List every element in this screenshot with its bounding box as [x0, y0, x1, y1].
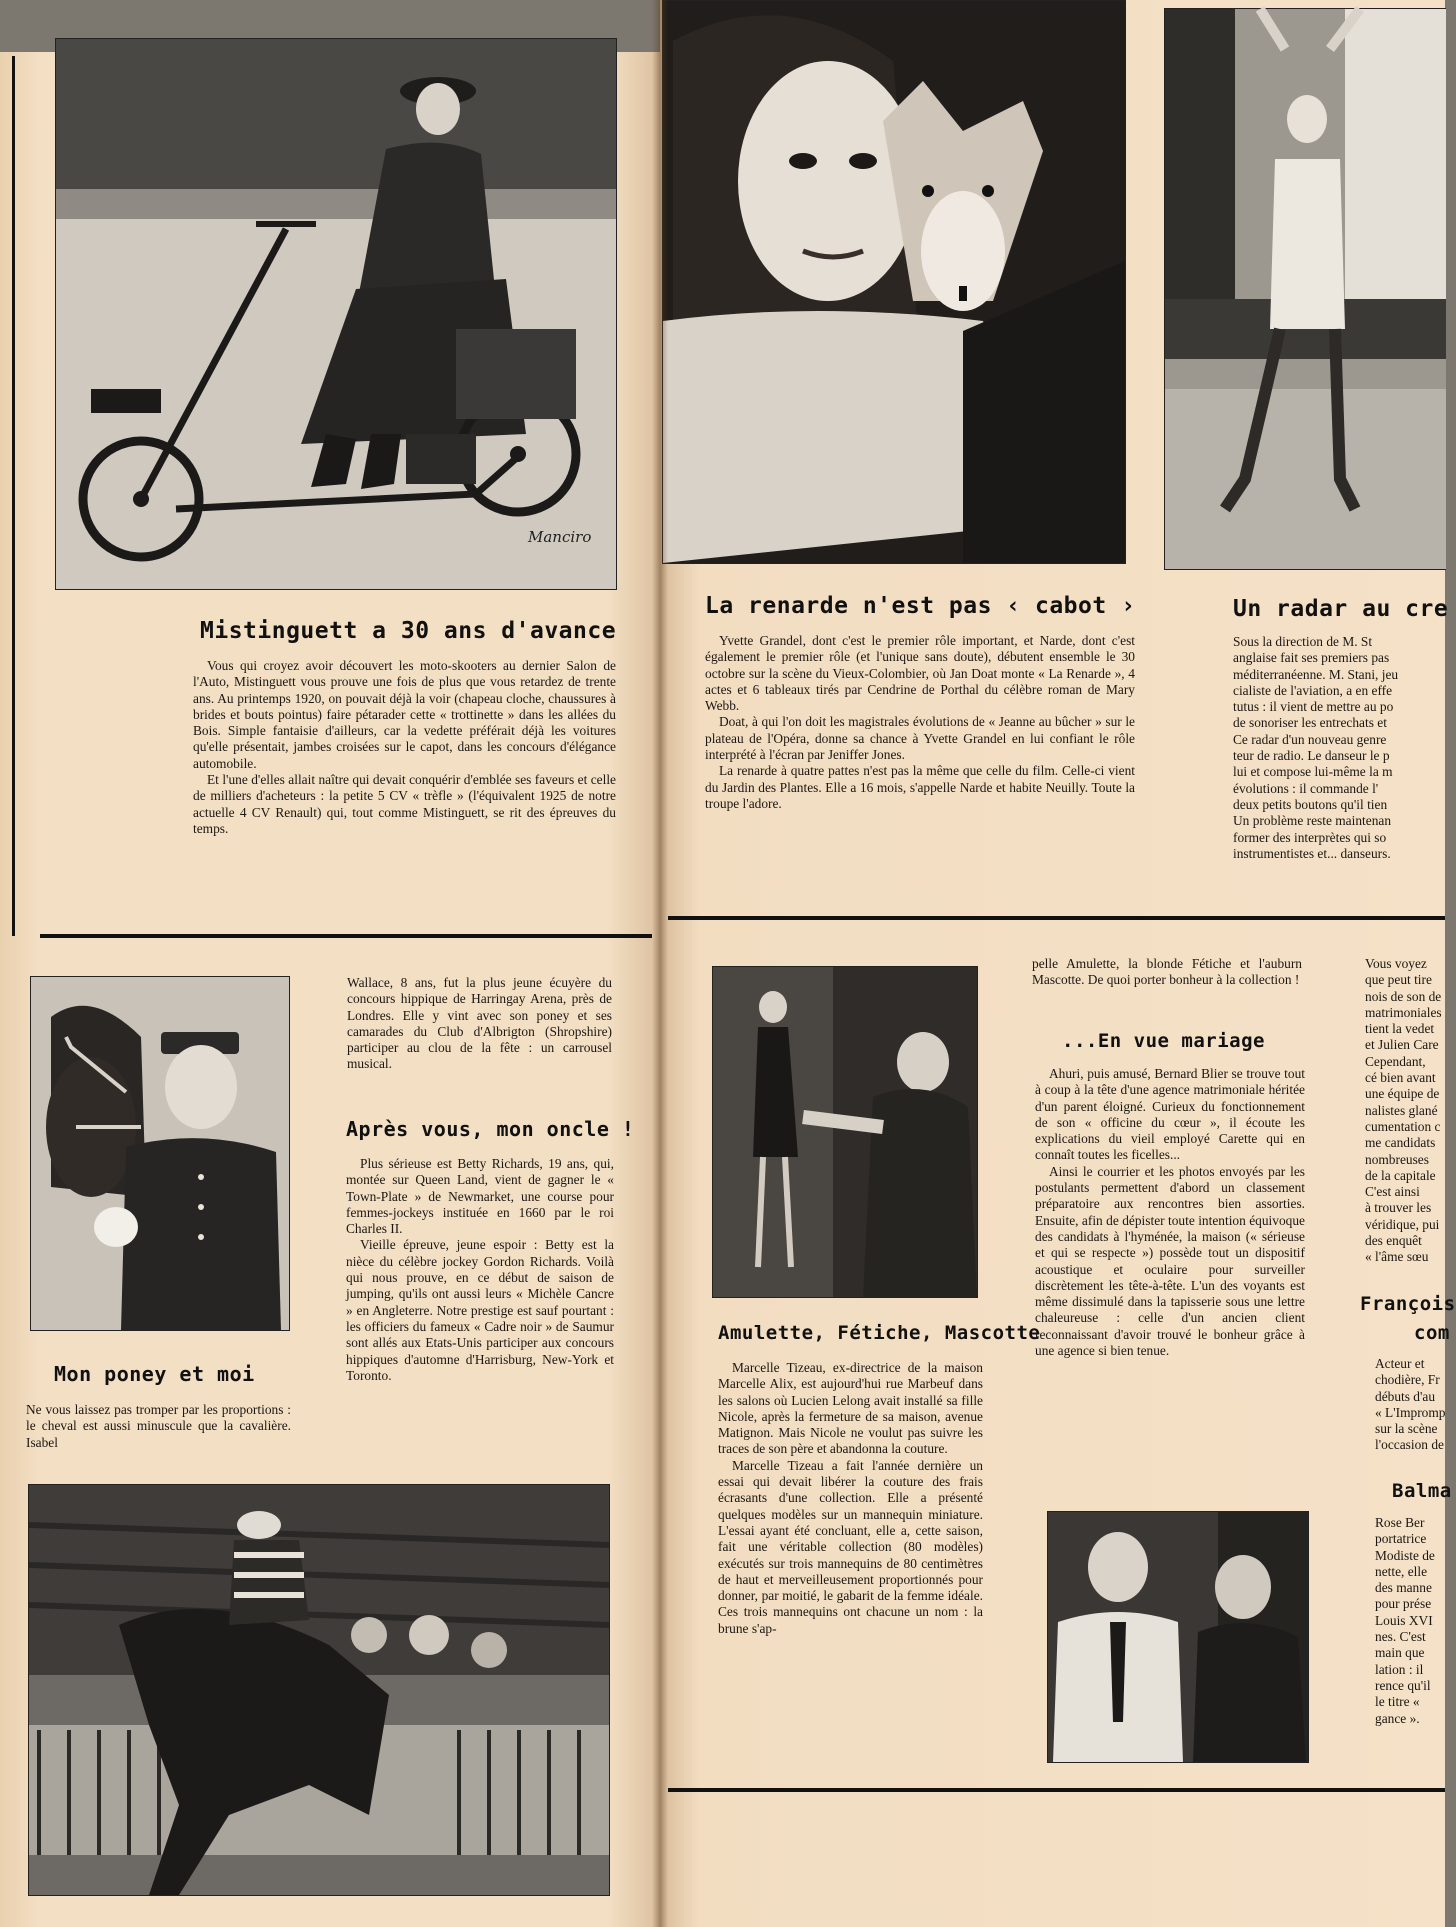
book-gutter — [652, 0, 668, 1927]
poney-intro: Ne vous laissez pas tromper par les proportions : le cheval est aussi minuscule que la cavalière. Isabel — [26, 1402, 291, 1450]
radar-line: méditerranéenne. M. Stani, jeu — [1233, 666, 1399, 682]
photo-signature: Manciro — [528, 528, 592, 546]
left-section-rule — [40, 934, 652, 938]
jockey-race-photo — [28, 1484, 610, 1896]
renarde-paragraph-2: Doat, à qui l'on doit les magistrales évolutions de « Jeanne au bûcher » sur le plateau de l'Opéra, donne sa chance à Yvette Grandel en lui confiant le rôle interprété à l'écran par Jeniffer Jones. — [705, 714, 1135, 763]
radar-line: cialiste de l'aviation, a en effe — [1233, 682, 1393, 698]
right-column-line: cumentation c — [1365, 1118, 1441, 1134]
mariage-headline: ...En vue mariage — [1062, 1030, 1265, 1052]
right-column-line: tient la vedet — [1365, 1021, 1435, 1037]
radar-line: Un problème reste maintenan — [1233, 813, 1392, 829]
radar-line: deux petits boutons qu'il tien — [1233, 796, 1388, 812]
radar-line: lui et compose lui-même la m — [1233, 764, 1393, 780]
right-column-line: de la capitale — [1365, 1167, 1436, 1183]
bernard-blier-photo — [1047, 1511, 1309, 1763]
francois-line: Acteur et — [1375, 1356, 1425, 1371]
amulette-headline: Amulette, Fétiche, Mascotte — [718, 1322, 1041, 1344]
radar-line: tutus : il vient de mettre au po — [1233, 699, 1394, 715]
right-column-line: me candidats — [1365, 1135, 1436, 1151]
right-column-line: matrimoniales — [1365, 1004, 1442, 1020]
balmain-line: nette, elle — [1375, 1563, 1428, 1579]
mistinguett-scooter-photo — [55, 38, 617, 590]
mistinguett-paragraph-2: Et l'une d'elles allait naître qui devait conquérir d'emblée ses faveurs et celle de milliers d'acheteurs : la petite 5 CV « trèfle » (l'équivalent 1925 de notre actuelle 4 CV Renault) qui, tout comme Mistinguett, se rit des épreuves du temps. — [193, 772, 616, 836]
radar-line: teur de radio. Le danseur le p — [1233, 748, 1390, 764]
balmain-article-cropped — [1375, 1515, 1445, 1745]
right-column-line: nombreuses — [1365, 1151, 1429, 1167]
francois-line: sur la scène — [1375, 1421, 1438, 1437]
mariage-article — [1035, 1066, 1305, 1486]
francois-headline: François — [1360, 1293, 1456, 1315]
francois-line: chodière, Fr — [1375, 1372, 1440, 1388]
balmain-line: Rose Ber — [1375, 1515, 1425, 1530]
amulette-paragraph-2: Marcelle Tizeau a fait l'année dernière un essai qui devait libérer la couture des frais écrasants d'une collection. Elle a présenté quelques modèles sur un mannequin miniature. L'essai ayant été concluant, elle a, cette saison, fait une véritable collection (80 modèles) exécutés sur trois mannequins de 80 centimètres de haut et merveilleusement proportionnés pour donner, par moitié, le gabarit de la femme idéale. Ces trois mannequins ont chacune un nom : la brune s'ap- — [718, 1457, 983, 1636]
renarde-paragraph-3: La renarde à quatre pattes n'est pas la même que celle du film. Celle-ci vient du Jardin des Plantes. Elle a 16 mois, s'appelle Narde et habite Neuilly. Toute la troupe l'adore. — [705, 763, 1135, 811]
right-column-line: que peut tire — [1365, 972, 1432, 988]
amulette-article — [718, 1360, 983, 1770]
radar-line: Ce radar d'un nouveau genre — [1233, 731, 1387, 747]
right-column-line: des enquêt — [1365, 1233, 1422, 1249]
radar-headline: Un radar au cre — [1233, 596, 1449, 622]
oncle-paragraph-1: Plus sérieuse est Betty Richards, 19 ans, qui, montée sur Queen Land, vient de gagner le « Town-Plate » de Newmarket, une course pour femmes-jockeys instituée en 1660 par le roi Charles II. — [346, 1156, 614, 1237]
right-column-line: cé bien avant — [1365, 1070, 1436, 1086]
balmain-headline: Balma — [1392, 1480, 1452, 1502]
radar-article-cropped — [1233, 634, 1445, 884]
right-column-line: et Julien Care — [1365, 1037, 1439, 1053]
radar-line: évolutions : il commande l' — [1233, 780, 1379, 796]
oncle-headline: Après vous, mon oncle ! — [346, 1117, 635, 1141]
renarde-headline: La renarde n'est pas ‹ cabot › — [705, 593, 1136, 619]
balmain-line: Modiste de — [1375, 1547, 1435, 1563]
francois-line: débuts d'au — [1375, 1388, 1436, 1404]
mistinguett-article — [193, 658, 616, 888]
mistinguett-paragraph-1: Vous qui croyez avoir découvert les moto-skooters au dernier Salon de l'Auto, Mistinguett vous prouve une fois de plus que vous retardez de trente ans. Au printemps 1920, on pouvait déjà la voir (chapeau cloche, chaussures à brides et bouts pointus) faire pétarader cette « trottinette » dans les allées du Bois. Simple fantaisie d'ailleurs, car la vedette préférait déjà les voitures qu'elle présentait, jambes croisées sur le capot, dans les concours d'élégance automobile. — [193, 658, 616, 771]
balmain-line: portatrice — [1375, 1531, 1427, 1547]
dancer-radar-photo — [1164, 8, 1446, 570]
mistinguett-headline: Mistinguett a 30 ans d'avance — [200, 618, 617, 644]
pony-column-text: Wallace, 8 ans, fut la plus jeune écuyère du concours hippique de Harringay Arena, près de Londres. Elle y vint avec son poney et ses camarades du Club d'Albrigton (Shropshire) participer au clou de la fête : un carrousel musical. — [347, 975, 612, 1072]
balmain-line: des manne — [1375, 1580, 1432, 1596]
radar-line: former des interprètes qui so — [1233, 829, 1387, 845]
pony-girl-photo — [30, 976, 290, 1331]
mariage-paragraph-1: Ahuri, puis amusé, Bernard Blier se trouve tout à coup à la tête d'une agence matrimoniale héritée d'un parent éloigné. Curieux du fonctionnement de son « officine du cœur », il écoute les explications du vieil employé Carette qui en connaît toutes les ficelles... — [1035, 1066, 1305, 1163]
left-edge-rule — [12, 56, 15, 936]
poney-headline: Mon poney et moi — [54, 1362, 255, 1386]
balmain-line: nes. C'est — [1375, 1629, 1426, 1645]
right-column-line: Cependant, — [1365, 1053, 1426, 1069]
right-column-cropped — [1365, 956, 1445, 1265]
right-section-rule — [668, 916, 1445, 920]
balmain-line: rence qu'il — [1375, 1677, 1431, 1693]
right-column-line: Vous voyez — [1365, 956, 1427, 971]
mannequin-couture-photo — [712, 966, 978, 1298]
francois-headline-2: com — [1414, 1322, 1450, 1344]
balmain-line: le titre « — [1375, 1694, 1420, 1710]
right-column-line: C'est ainsi — [1365, 1184, 1420, 1200]
francois-article-cropped — [1375, 1356, 1445, 1456]
radar-line: Sous la direction de M. St — [1233, 634, 1373, 649]
amulette-paragraph-1: Marcelle Tizeau, ex-directrice de la maison Marcelle Alix, est aujourd'hui rue Marbeuf dans les salons où Lucien Lelong avait installé sa fille Nicole, après la fermeture de sa maison, avenue Matignon. Mais Nicole ne voulut pas suivre les traces de son père et abandonna la couture. — [718, 1360, 983, 1457]
balmain-line: gance ». — [1375, 1710, 1420, 1726]
right-column-line: nalistes glané — [1365, 1102, 1438, 1118]
balmain-line: lation : il — [1375, 1661, 1424, 1677]
balmain-line: Louis XVI — [1375, 1612, 1433, 1628]
yvette-grandel-fox-photo — [662, 0, 1126, 564]
francois-line: l'occasion de — [1375, 1437, 1444, 1453]
renarde-paragraph-1: Yvette Grandel, dont c'est le premier rôle important, et Narde, dont c'est également le premier rôle (et l'unique sans doute), débutent ensemble le 30 octobre sur la scène du Vieux-Colombier, où Jan Doat monte « La Renarde », 4 actes et 6 tableaux tirés par Cendrine de Porthal du célèbre roman de Mary Webb. — [705, 633, 1135, 714]
radar-line: instrumentistes et... danseurs. — [1233, 845, 1391, 861]
amulette-continuation: pelle Amulette, la blonde Fétiche et l'auburn Mascotte. De quoi porter bonheur à la collection ! — [1032, 956, 1302, 988]
right-bottom-rule — [668, 1788, 1445, 1792]
mariage-paragraph-2: Ainsi le courrier et les photos envoyés par les postulants permettent d'abord un classement préparatoire aux rencontres bien assorties. Ensuite, afin de dépister toute intention équivoque des candidats à l'hyménée, la maison (« sérieuse et qui se respecte ») possède tout un dispositif acoustique et oculaire pour surveiller discrètement les tête-à-tête. L'un des voyants est même dissimulé dans la tapisserie sous une lettre chaleureuse : celle d'un ancien client reconnaissant d'avoir trouvé le bonheur grâce à une agence si bien tenue. — [1035, 1163, 1305, 1359]
oncle-paragraph-2: Vieille épreuve, jeune espoir : Betty est la nièce du célèbre jockey Gordon Richards. Voilà qui nous prouve, en ce début de saison de jumping, qu'ils ont aussi leurs « Michèle Cancre » en Angleterre. Notre prestige est sauf pourtant : les officiers du fameux « Cadre noir » de Saumur sont allés aux Etats-Unis participer aux concours hippiques d'automne d'Harrisburg, New-York et Toronto. — [346, 1237, 614, 1383]
radar-line: anglaise fait ses premiers pas — [1233, 650, 1390, 666]
balmain-line: pour prése — [1375, 1596, 1432, 1612]
right-column-line: « l'âme sœu — [1365, 1249, 1429, 1265]
right-column-line: véridique, pui — [1365, 1216, 1440, 1232]
radar-line: de sonoriser les entrechats et — [1233, 715, 1387, 731]
renarde-article — [705, 633, 1135, 878]
right-column-line: nois de son de — [1365, 988, 1442, 1004]
francois-line: « L'Impromp — [1375, 1404, 1446, 1420]
right-column-line: une équipe de — [1365, 1086, 1440, 1102]
right-column-line: à trouver les — [1365, 1200, 1432, 1216]
balmain-line: main que — [1375, 1645, 1425, 1661]
oncle-article — [346, 1156, 614, 1456]
